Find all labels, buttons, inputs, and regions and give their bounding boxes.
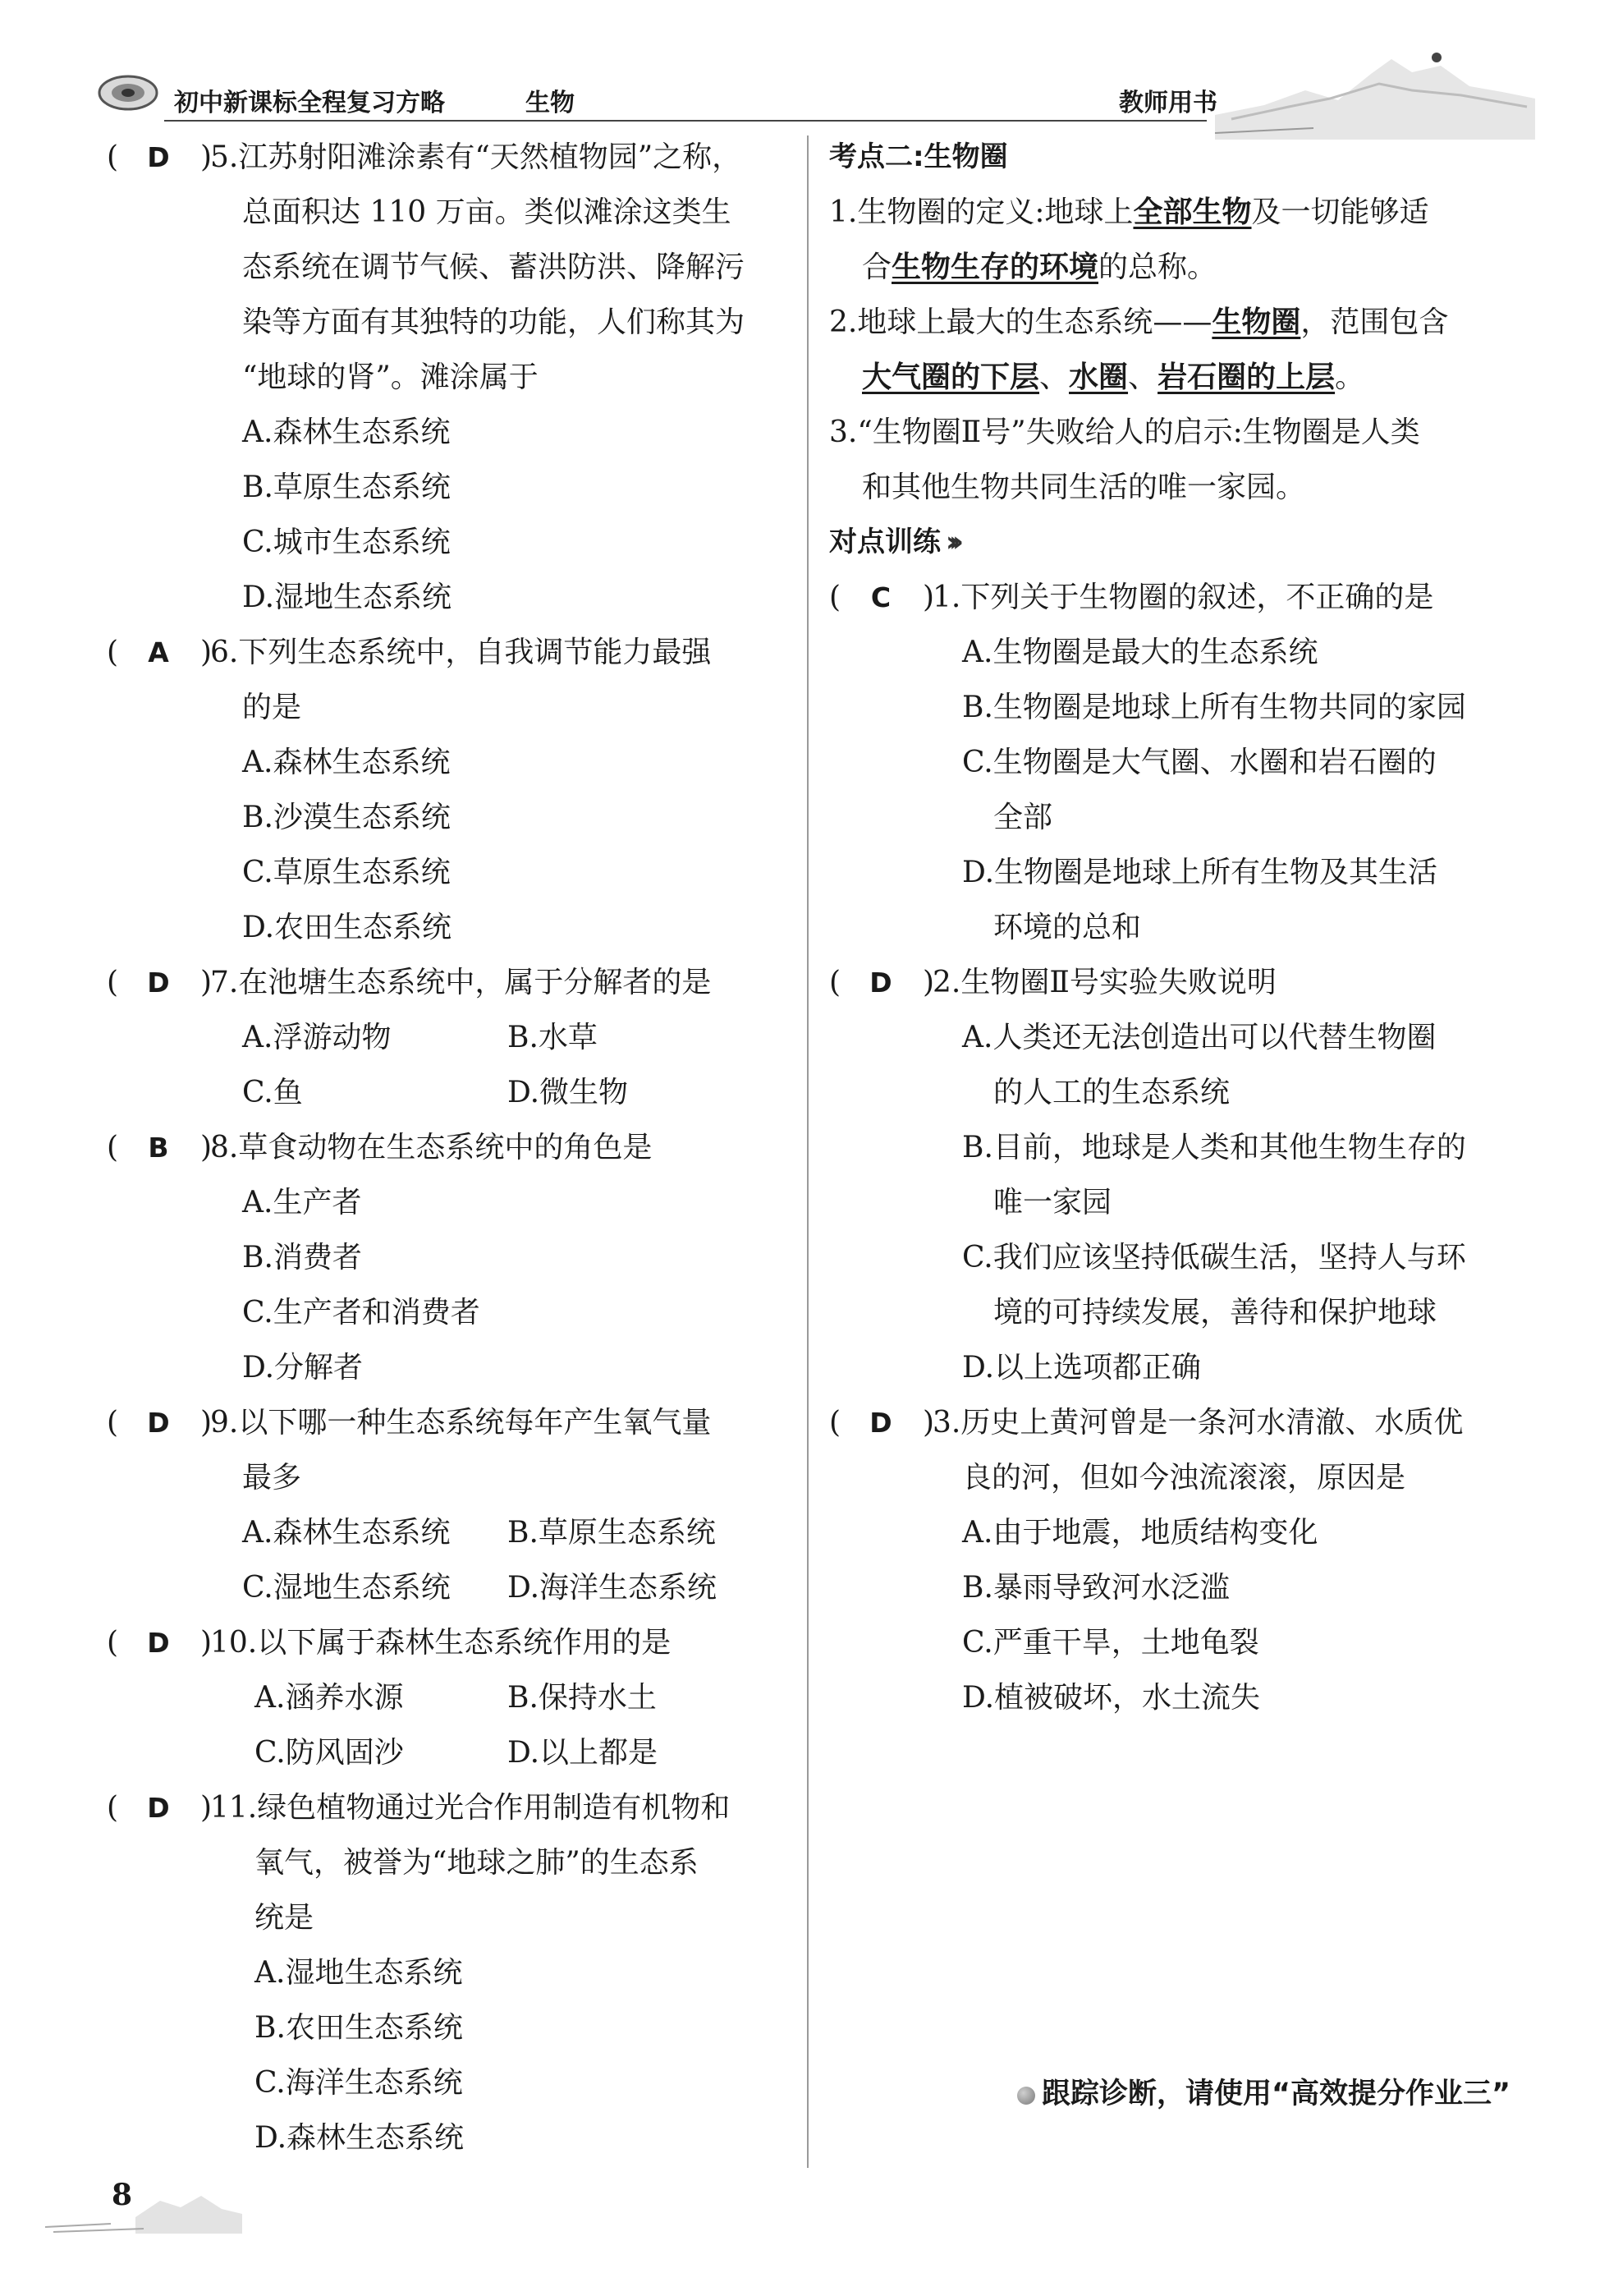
option[interactable]: A.人类还无法创造出可以代替生物圈 [962,1021,1437,1054]
question-11 [107,1780,788,2165]
edition-label: 教师用书 [1119,89,1217,117]
question-9 [107,1395,788,1615]
section-heading: 考点二:生物圈 [829,140,1008,173]
option[interactable]: C.严重干旱，土地龟裂 [962,1626,1259,1660]
option[interactable]: A.森林生态系统 [242,1516,451,1550]
option[interactable]: A.生物圈是最大的生态系统 [962,636,1318,669]
answer-fill: 全部生物 [1133,195,1252,229]
option-cont: 唯一家园 [993,1186,1112,1219]
question-text: 11.绿色植物通过光合作用制造有机物和 [210,1791,731,1825]
page-number: 8 [112,2178,133,2212]
option[interactable]: D.农田生态系统 [242,911,452,944]
answer-slot[interactable]: ( D ) [107,1791,213,1825]
question-text: 7.在池塘生态系统中，属于分解者的是 [210,966,712,999]
option[interactable]: D.微生物 [507,1076,629,1109]
answer-slot[interactable]: ( D ) [829,966,935,999]
training-question-2 [829,955,1523,1395]
option-cont: 的人工的生态系统 [993,1076,1231,1109]
question-text: 9.以下哪一种生态系统每年产生氧气量 [210,1406,712,1440]
question-5 [107,130,788,625]
question-7 [107,955,788,1120]
question-text: “地球的肾”。滩涂属于 [242,360,539,394]
option[interactable]: B.草原生态系统 [242,471,451,504]
option-cont: 全部 [993,801,1053,834]
option[interactable]: B.沙漠生态系统 [242,801,451,834]
option[interactable]: D.分解者 [242,1351,364,1384]
answer-slot[interactable]: ( D ) [107,1406,213,1440]
answer-fill: 生物生存的环境 [892,250,1099,284]
answer-fill: 岩石圈的上层 [1157,360,1336,394]
option[interactable]: D.湿地生态系统 [242,581,452,614]
option[interactable]: B.保持水土 [507,1681,657,1715]
option[interactable]: A.湿地生态系统 [254,1956,463,1990]
answer-fill: 大气圈的下层 [862,360,1040,394]
option[interactable]: D.以上都是 [507,1736,658,1770]
option[interactable]: D.森林生态系统 [254,2121,465,2155]
option[interactable]: A.浮游动物 [242,1021,392,1054]
right-column [829,130,1523,1725]
point-1: 1.生物圈的定义:地球上全部生物及一切能够适 [829,195,1429,229]
option[interactable]: C.鱼 [242,1076,303,1109]
option[interactable]: D.以上选项都正确 [962,1351,1202,1384]
option[interactable]: B.目前，地球是人类和其他生物生存的 [962,1131,1466,1164]
question-text: 3.历史上黄河曾是一条河水清澈、水质优 [933,1406,1464,1440]
training-heading: 对点训练 ››› [829,515,1523,570]
option[interactable]: D.植被破坏，水土流失 [962,1681,1261,1715]
question-text: 总面积达 110 万亩。类似滩涂这类生 [242,195,731,229]
question-text: 染等方面有其独特的功能，人们称其为 [242,305,745,339]
point-1-cont: 合生物生存的环境的总称。 [862,250,1217,284]
point-3-cont: 和其他生物共同生活的唯一家园。 [862,471,1306,504]
question-text: 2.生物圈Ⅱ号实验失败说明 [933,966,1277,999]
option[interactable]: C.海洋生态系统 [254,2066,463,2100]
option[interactable]: B.暴雨导致河水泛滥 [962,1571,1230,1605]
option[interactable]: B.草原生态系统 [507,1516,716,1550]
answer-slot[interactable]: ( B ) [107,1131,213,1164]
answer-slot[interactable]: ( D ) [107,1626,213,1660]
mountain-decoration-icon [1215,41,1535,140]
training-question-3 [829,1395,1523,1725]
point-2-cont: 大气圈的下层、水圈、岩石圈的上层。 [862,360,1365,394]
option[interactable]: A.涵养水源 [254,1681,404,1715]
question-text: 氧气，被誉为“地球之肺”的生态系 [254,1846,699,1880]
question-10 [107,1615,788,1780]
mountain-decoration-icon [45,2176,242,2234]
option[interactable]: C.防风固沙 [254,1736,404,1770]
option[interactable]: A.森林生态系统 [242,746,451,779]
option[interactable]: B.水草 [507,1021,598,1054]
option[interactable]: A.由于地震，地质结构变化 [962,1516,1318,1550]
option[interactable]: B.生物圈是地球上所有生物共同的家园 [962,691,1466,724]
question-text: 最多 [242,1461,302,1495]
follow-up-note: 跟踪诊断，请使用“高效提分作业三” [1017,2071,1510,2112]
option-cont: 环境的总和 [993,911,1142,944]
book-title: 初中新课标全程复习方略 [174,89,445,117]
answer-fill: 生物圈 [1212,305,1301,339]
question-text: 8.草食动物在生态系统中的角色是 [210,1131,653,1164]
answer-slot[interactable]: ( A ) [107,636,213,669]
option[interactable]: B.农田生态系统 [254,2011,463,2045]
question-6 [107,625,788,955]
question-text: 6.下列生态系统中，自我调节能力最强 [210,636,712,669]
option[interactable]: C.城市生态系统 [242,526,451,559]
option[interactable]: C.生物圈是大气圈、水圈和岩石圈的 [962,746,1437,779]
answer-slot[interactable]: ( D ) [829,1406,935,1440]
option[interactable]: D.海洋生态系统 [507,1571,717,1605]
option[interactable]: D.生物圈是地球上所有生物及其生活 [962,856,1438,889]
option[interactable]: C.草原生态系统 [242,856,451,889]
column-divider [807,135,809,2168]
option[interactable]: C.湿地生态系统 [242,1571,451,1605]
answer-slot[interactable]: ( D ) [107,966,213,999]
question-text: 态系统在调节气候、蓄洪防洪、降解污 [242,250,745,284]
point-2: 2.地球上最大的生态系统——生物圈，范围包含 [829,305,1449,339]
double-chevron-icon: ››› [946,526,956,558]
answer-fill: 水圈 [1069,360,1129,394]
question-text: 5.江苏射阳滩涂素有“天然植物园”之称， [210,140,742,174]
question-text: 统是 [254,1901,314,1935]
publisher-logo-icon [97,74,159,112]
question-text: 良的河，但如今浊流滚滚，原因是 [962,1461,1406,1495]
subject-label: 生物 [525,89,575,117]
option[interactable]: C.我们应该坚持低碳生活，坚持人与环 [962,1241,1466,1274]
question-8 [107,1120,788,1395]
point-3: 3.“生物圈Ⅱ号”失败给人的启示:生物圈是人类 [829,416,1420,449]
left-column [107,130,788,2165]
header-rule [164,120,1207,122]
option-cont: 境的可持续发展，善待和保护地球 [993,1296,1437,1329]
training-question-1 [829,570,1523,955]
option[interactable]: A.森林生态系统 [242,416,451,449]
question-text: 1.下列关于生物圈的叙述，不正确的是 [933,581,1434,614]
bullet-icon [1017,2087,1035,2105]
question-text: 的是 [242,691,302,724]
option[interactable]: A.生产者 [242,1186,362,1219]
option[interactable]: B.消费者 [242,1241,362,1274]
answer-slot[interactable]: ( D ) [107,140,213,174]
question-text: 10.以下属于森林生态系统作用的是 [210,1626,672,1660]
answer-slot[interactable]: ( C ) [829,581,935,614]
option[interactable]: C.生产者和消费者 [242,1296,480,1329]
